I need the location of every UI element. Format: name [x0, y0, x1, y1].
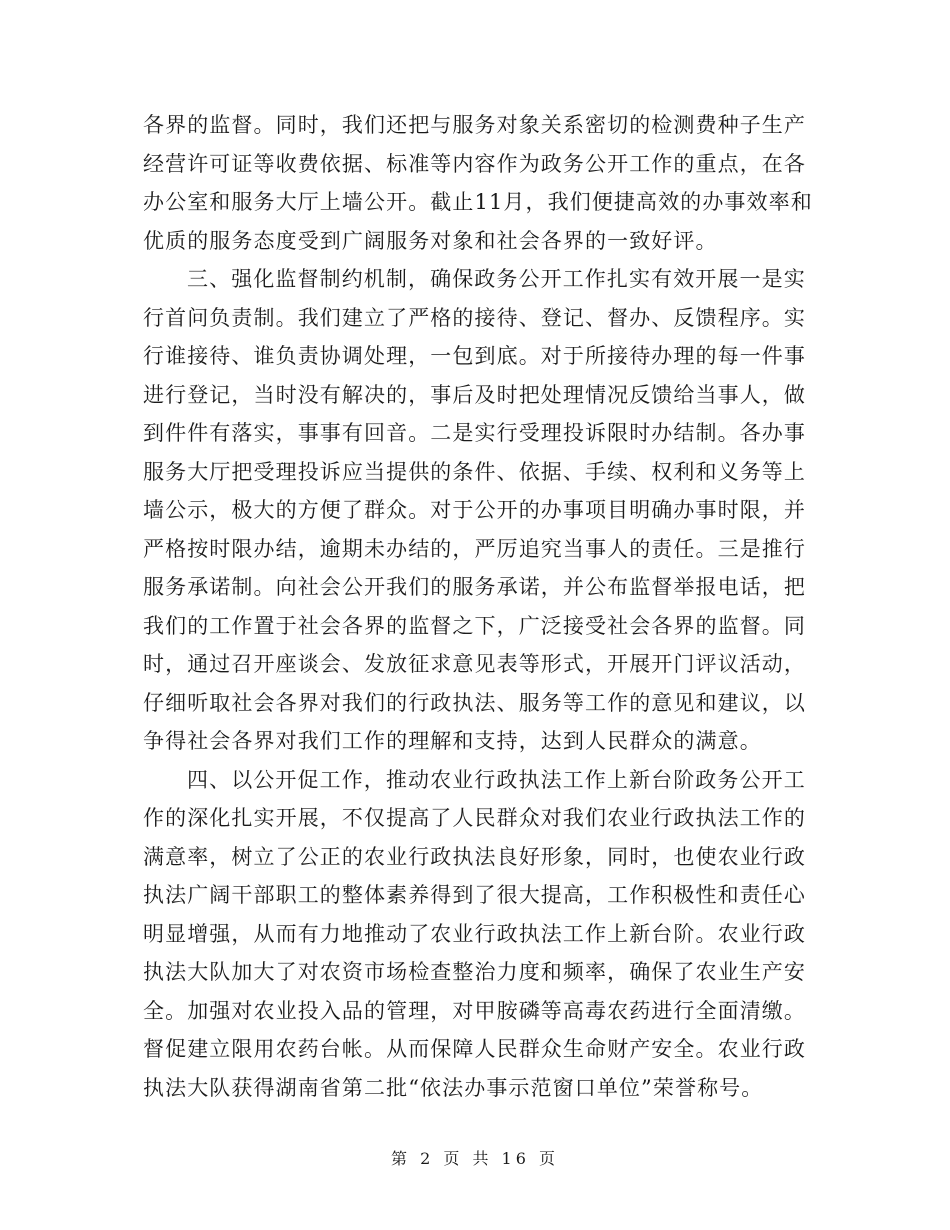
text-line: 时，通过召开座谈会、发放征求意见表等形式，开展开门评议活动，	[143, 652, 806, 676]
text-line: 优质的服务态度受到广阔服务对象和社会各界的一致好评。	[143, 228, 718, 253]
text-line: 作的深化扎实开展，不仅提高了人民群众对我们农业行政执法工作的	[143, 806, 806, 830]
text-line: 办公室和服务大厅上墙公开。截止11月，我们便捷高效的办事效率和	[143, 190, 813, 214]
text-line: 明显增强，从而有力地推动了农业行政执法工作上新台阶。农业行政	[143, 921, 806, 946]
text-line: 执法大队加大了对农资市场检查整治力度和频率，确保了农业生产安	[143, 960, 806, 984]
text-line: 满意率，树立了公正的农业行政执法良好形象，同时，也使农业行政	[143, 844, 806, 869]
text-line: 严格按时限办结，逾期未办结的，严厉追究当事人的责任。三是推行	[143, 536, 806, 561]
text-line: 督促建立限用农药台帐。从而保障人民群众生命财产安全。农业行政	[143, 1037, 806, 1061]
text-line: 到件件有落实，事事有回音。二是实行受理投诉限时办结制。各办事	[143, 421, 806, 445]
text-line: 仔细听取社会各界对我们的行政执法、服务等工作的意见和建议，以	[143, 690, 806, 715]
text-line: 各界的监督。同时，我们还把与服务对象关系密切的检测费种子生产	[143, 113, 806, 137]
text-line: 经营许可证等收费依据、标准等内容作为政务公开工作的重点，在各	[143, 151, 806, 176]
document-body	[143, 106, 813, 1107]
text-line: 服务承诺制。向社会公开我们的服务承诺，并公布监督举报电话，把	[143, 575, 806, 599]
text-line: 我们的工作置于社会各界的监督之下，广泛接受社会各界的监督。同	[143, 613, 806, 638]
text-line: 执法广阔干部职工的整体素养得到了很大提高，工作积极性和责任心	[143, 883, 806, 907]
text-line: 执法大队获得湖南省第二批“依法办事示范窗口单位”荣誉称号。	[143, 1075, 764, 1100]
text-line: 争得社会各界对我们工作的理解和支持，达到人民群众的满意。	[143, 729, 762, 753]
section-heading-line: 三、强化监督制约机制，确保政务公开工作扎实有效开展一是实	[187, 267, 806, 291]
text-line: 行首问负责制。我们建立了严格的接待、登记、督办、反馈程序。实	[143, 305, 806, 330]
page-number-footer: 第 2 页 共 16 页	[391, 1149, 559, 1168]
text-line: 墙公示，极大的方便了群众。对于公开的办事项目明确办事时限，并	[143, 498, 806, 522]
text-line: 全。加强对农业投入品的管理，对甲胺磷等高毒农药进行全面清缴。	[143, 998, 806, 1023]
text-line: 进行登记，当时没有解决的，事后及时把处理情况反馈给当事人，做	[143, 382, 806, 407]
section-heading-line: 四、以公开促工作，推动农业行政执法工作上新台阶政务公开工	[187, 767, 806, 792]
text-line: 行谁接待、谁负责协调处理，一包到底。对于所接待办理的每一件事	[143, 344, 806, 368]
text-line: 服务大厅把受理投诉应当提供的条件、依据、手续、权利和义务等上	[143, 459, 806, 484]
